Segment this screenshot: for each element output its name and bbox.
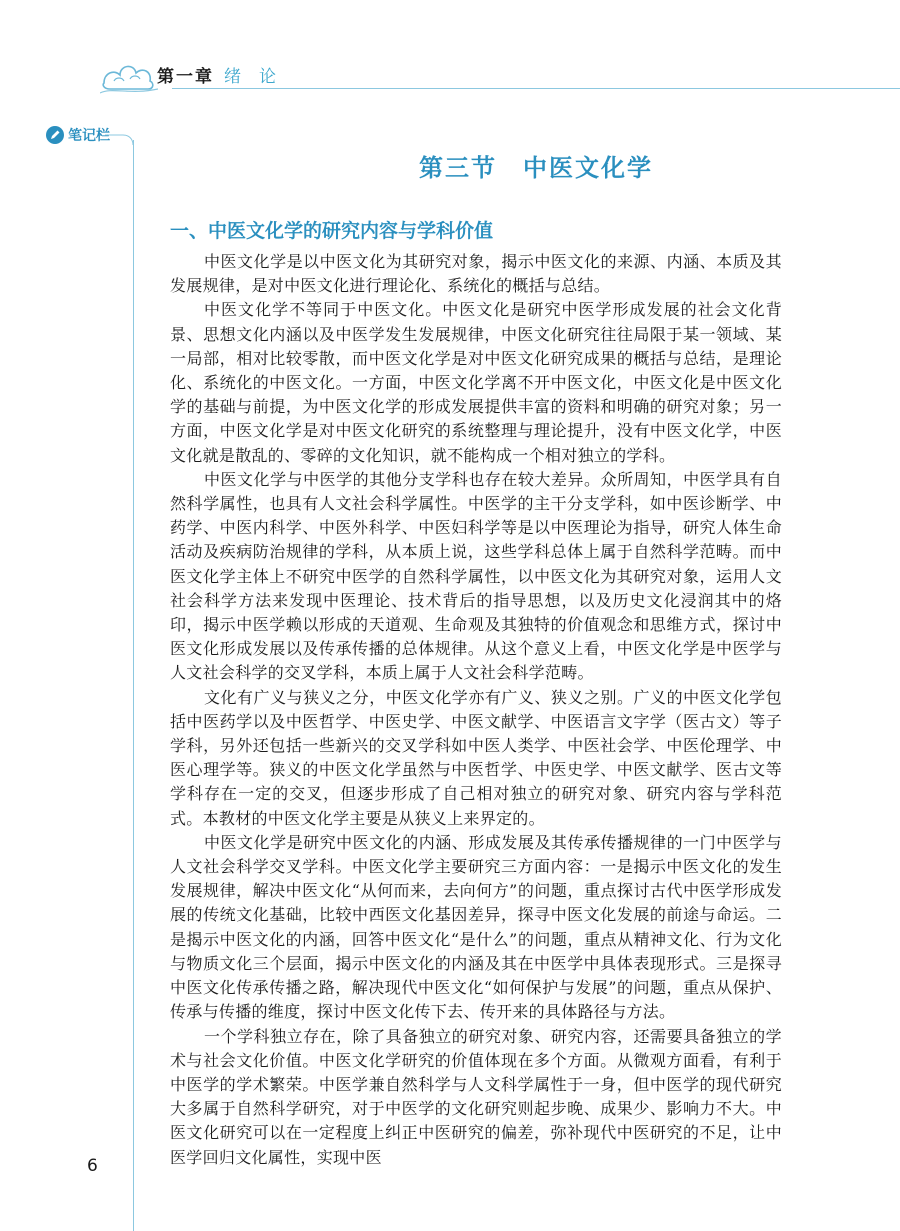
- chapter-heading: [157, 62, 294, 87]
- paragraph: 文化有广义与狭义之分，中医文化学亦有广义、狭义之别。广义的中医文化学包括中医药学以及中医哲学、中医史学、中医文献学、中医语言文字学（医古文）等子学科，另外还包括一些新兴的交叉学科如中医人类学、中医社会学、中医伦理学、中医心理学等。狭义的中医文化学虽然与中医哲学、中医史学、中医文献学、医古文等学科存在一定的交叉，但逐步形成了自己相对独立的研究对象、研究内容与学科范式。本教材的中医文化学主要是从狭义上来界定的。: [170, 687, 782, 828]
- chapter-number: 第一章: [157, 67, 214, 87]
- paragraph: 中医文化学与中医学的其他分支学科也存在较大差异。众所周知，中医学具有自然科学属性，也具有人文社会科学属性。中医学的主干分支学科，如中医诊断学、中药学、中医内科学、中医外科学、中医妇科学等是以中医理论为指导，研究人体生命活动及疾病防治规律的学科，从本质上说，这些学科总体上属于自然科学范畴。而中医文化学主体上不研究中医学的自然科学属性，以中医文化为其研究对象，运用人文社会科学方法来发现中医理论、技术背后的指导思想，以及历史文化浸润其中的烙印，揭示中医学赖以形成的天道观、生命观及其独特的价值观念和思维方式，探讨中医文化形成发展以及传承传播的总体规律。从这个意义上看，中医文化学是中医学与人文社会科学的交叉学科，本质上属于人文社会科学范畴。: [170, 469, 782, 683]
- pencil-note-icon: [45, 125, 65, 145]
- section-title: 第三节 中医文化学: [419, 154, 653, 182]
- notes-column-label: 笔记栏: [68, 128, 110, 144]
- paragraph: 中医文化学不等同于中医文化。中医文化是研究中医学形成发展的社会文化背景、思想文化内涵以及中医学发生发展规律，中医文化研究往往局限于某一领域、某一局部，相对比较零散，而中医文化学是对中医文化研究成果的概括与总结，是理论化、系统化的中医文化。一方面，中医文化学离不开中医文化，中医文化是中医文化学的基础与前提，为中医文化学的形成发展提供丰富的资料和明确的研究对象；另一方面，中医文化学是对中医文化研究的系统整理与理论提升，没有中医文化学，中医文化就是散乱的、零碎的文化知识，就不能构成一个相对独立的学科。: [170, 300, 782, 465]
- paragraph: 一个学科独立存在，除了具备独立的研究对象、研究内容，还需要具备独立的学术与社会文化价值。中医文化学研究的价值体现在多个方面。从微观方面看，有利于中医学的学术繁荣。中医学兼自然科学与人文科学属性于一身，但中医学的现代研究大多属于自然科学研究，对于中医学的文化研究则起步晚、成果少、影响力不大。中医文化研究可以在一定程度上纠正中医研究的偏差，弥补现代中医研究的不足，让中医学回归文化属性，实现中医: [170, 1026, 782, 1167]
- cloud-ornament-icon: [100, 55, 158, 95]
- paragraph: 中医文化学是以中医文化为其研究对象，揭示中医文化的来源、内涵、本质及其发展规律，是对中医文化进行理论化、系统化的概括与总结。: [170, 252, 782, 296]
- notes-column-rule: [133, 140, 134, 1231]
- subsection-title: 一、中医文化学的研究内容与学科价值: [170, 220, 494, 242]
- header-rule: [172, 88, 900, 89]
- notes-badge: [45, 125, 110, 145]
- paragraph: 中医文化学是研究中医文化的内涵、形成发展及其传承传播规律的一门中医学与人文社会科学交叉学科。中医文化学主要研究三方面内容：一是揭示中医文化的发生发展规律，解决中医文化“从何而来，去向何方”的问题，重点探讨古代中医学形成发展的传统文化基础，比较中西医文化基因差异，探寻中医文化发展的前途与命运。二是揭示中医文化的内涵，回答中医文化“是什么”的问题，重点从精神文化、行为文化与物质文化三个层面，揭示中医文化的内涵及其在中医学中具体表现形式。三是探寻中医文化传承传播之路，解决现代中医文化“如何保护与发展”的问题，重点从保护、传承与传播的维度，探讨中医文化传下去、传开来的具体路径与方法。: [170, 832, 782, 1022]
- notes-column-curve: [105, 125, 135, 145]
- body-text: [170, 250, 782, 1170]
- chapter-name: 绪论: [224, 67, 294, 87]
- page-number: 6: [87, 1156, 98, 1176]
